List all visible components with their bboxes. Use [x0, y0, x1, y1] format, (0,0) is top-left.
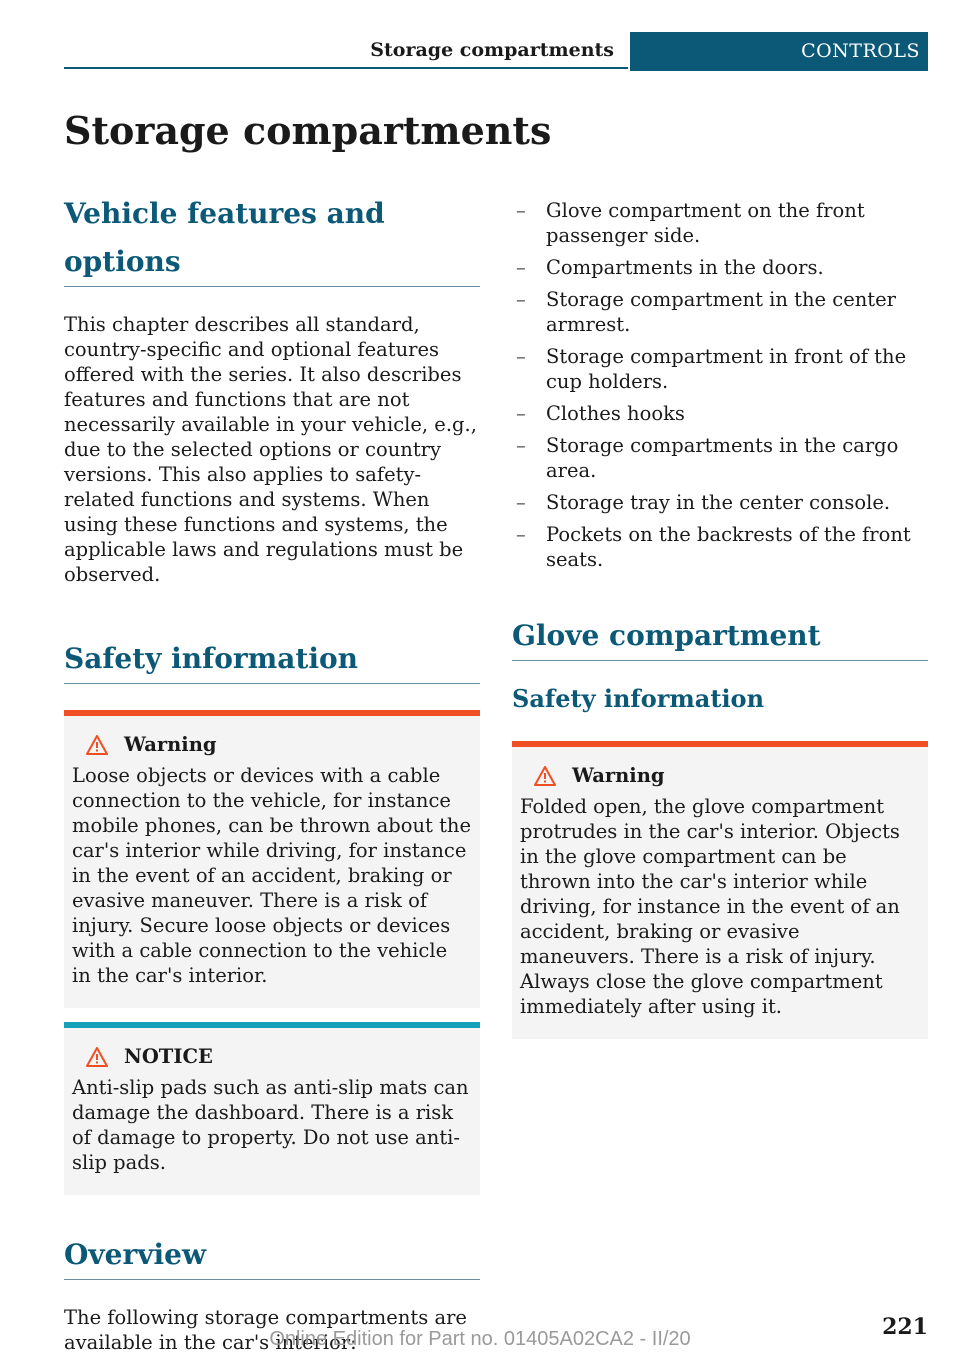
section-divider — [64, 683, 480, 684]
glove-warning-box — [512, 741, 928, 1039]
glove-safety-subheading: Safety information — [512, 684, 765, 713]
list-item: – Storage compartments in the cargo area. — [516, 434, 899, 482]
overview-body: The following storage compartments are available in the car's interior: — [64, 1306, 467, 1354]
list-dash: – — [516, 288, 526, 311]
list-item: – Glove compartment on the front passenger side. — [516, 199, 865, 247]
warning-box — [64, 710, 480, 1008]
list-dash: – — [516, 434, 526, 457]
notice-box — [64, 1022, 480, 1195]
header-chapter-tab: CONTROLS — [630, 32, 928, 71]
notice-triangle-icon — [86, 1047, 108, 1067]
warning-body: Loose objects or devices with a cable connection to the vehicle, for instance mobile phones, can be thrown about the car's interior while driving, for instance in the event of an accident, braking or evasive maneuver. There is a risk of injury. Secure loose objects or devices with a cable connection to the vehicle in the car's interior. — [72, 764, 472, 987]
warning-triangle-icon — [86, 735, 108, 755]
list-dash: – — [516, 491, 526, 514]
vehicle-features-body: This chapter describes all standard, country-specific and optional features offered with the series. It also describes features and functions that are not necessarily available in your vehicle, e.g., due to the selected options or country versions. This also applies to safety-related functions and systems. When using these functions and systems, the applicable laws and regulations must be observed. — [64, 313, 477, 586]
warning-title: Warning — [124, 733, 217, 756]
left-column — [64, 190, 480, 1355]
glove-warning-body: Folded open, the glove compartment protrudes in the car's interior. Objects in the glove compartment can be thrown into the car's interior while driving, for instance in the event of an accident, braking or evasive maneuvers. There is a risk of injury. Always close the glove compartment immediately after using it. — [520, 795, 900, 1018]
list-dash: – — [516, 256, 526, 279]
section-divider — [64, 286, 480, 287]
footer-watermark: Online Edition for Part no. 01405A02CA2 - II/20 — [269, 1328, 691, 1350]
glove-compartment-heading: Glove compartment — [512, 619, 821, 652]
storage-list — [512, 198, 928, 572]
list-dash: – — [516, 345, 526, 368]
page-title: Storage compartments — [64, 108, 552, 153]
list-item: – Storage compartment in front of the cup holders. — [516, 345, 907, 393]
list-dash: – — [516, 199, 526, 222]
vehicle-features-heading: Vehicle features and options — [64, 197, 385, 278]
glove-warning-title: Warning — [572, 764, 665, 787]
section-divider — [64, 1279, 480, 1280]
warning-triangle-icon — [534, 766, 556, 786]
page-number: 221 — [882, 1314, 928, 1340]
safety-information-heading: Safety information — [64, 642, 359, 675]
list-item: – Clothes hooks — [516, 402, 685, 425]
list-item: – Pockets on the backrests of the front seats. — [516, 523, 911, 571]
notice-body: Anti-slip pads such as anti-slip mats can damage the dashboard. There is a risk of damage to property. Do not use anti-slip pads. — [72, 1076, 469, 1174]
page-header — [64, 32, 928, 71]
list-dash: – — [516, 402, 526, 425]
list-dash: – — [516, 523, 526, 546]
list-item: – Storage compartment in the center armrest. — [516, 288, 896, 336]
list-item: – Compartments in the doors. — [516, 256, 824, 279]
section-divider — [512, 660, 928, 661]
list-item: – Storage tray in the center console. — [516, 491, 891, 514]
overview-heading: Overview — [64, 1238, 207, 1271]
right-column — [512, 190, 928, 1039]
notice-title: NOTICE — [124, 1045, 213, 1068]
header-section-title: Storage compartments — [64, 32, 628, 69]
